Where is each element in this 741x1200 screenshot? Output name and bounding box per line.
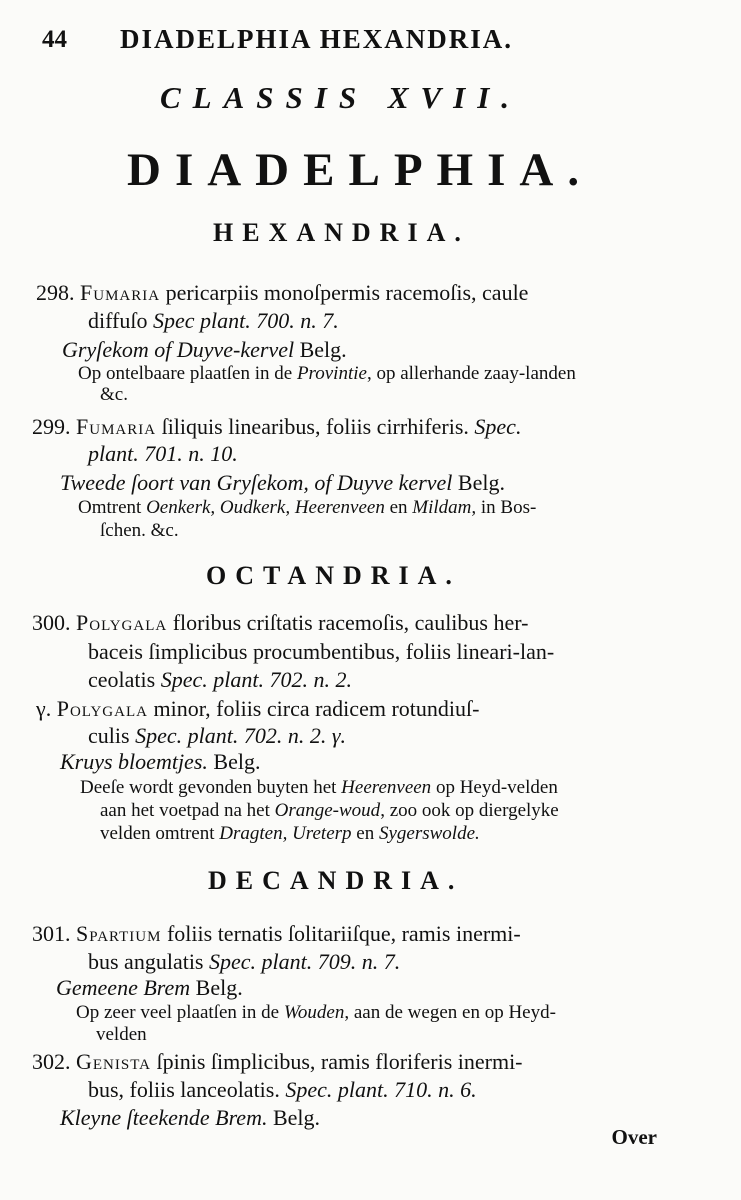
place-name: Sygerswolde. xyxy=(378,823,480,844)
entry-301-vernacular xyxy=(56,974,243,1001)
genus-name: Polygala xyxy=(56,696,148,721)
place-name: Dragten, Ureterp xyxy=(219,823,352,844)
genus-name: Genista xyxy=(76,1049,152,1074)
habitat-text: en xyxy=(389,497,408,518)
entry-301-line-2 xyxy=(88,948,400,975)
entry-300-gamma-line-1 xyxy=(36,695,479,722)
entry-298-habitat-line-1 xyxy=(78,363,576,385)
catchword: Over xyxy=(611,1125,657,1149)
diagnosis-text: pericarpiis monoſpermis racemoſis, caule xyxy=(165,280,529,305)
entry-301-habitat-line-1 xyxy=(76,1002,556,1024)
species-plantarum-reference: Spec. plant. 710. n. 6. xyxy=(285,1077,477,1102)
entry-298-vernacular xyxy=(62,336,347,363)
entry-300-line-3 xyxy=(88,666,352,693)
habitat-text: , op allerhande zaay-landen xyxy=(366,363,576,384)
entry-298-line-1 xyxy=(36,279,528,306)
diagnosis-text: ſpinis ſimplicibus, ramis floriferis inermi- xyxy=(156,1049,523,1074)
diagnosis-text: diffuſo xyxy=(88,308,148,333)
classis-heading: CLASSIS XVII. xyxy=(160,80,522,115)
running-title: DIADELPHIA HEXANDRIA. xyxy=(120,24,514,54)
language-tag: Belg. xyxy=(299,337,347,362)
entry-300-gamma-habitat-line-1 xyxy=(80,777,558,799)
vernacular-name: Kleyne ſteekende Brem. xyxy=(60,1105,268,1130)
genus-name: Fumaria xyxy=(76,414,157,439)
habitat-text: in Bos- xyxy=(480,497,537,518)
order-heading-octandria: OCTANDRIA. xyxy=(206,561,461,590)
entry-298-line-2 xyxy=(88,307,339,334)
entry-number: 301. xyxy=(32,921,71,946)
habitat-text: Op ontelbaare plaatſen in de xyxy=(78,363,293,384)
entry-299-vernacular xyxy=(60,469,505,496)
vernacular-name: Kruys bloemtjes. xyxy=(60,749,208,774)
genus-name: Spartium xyxy=(76,921,162,946)
genus-name: Fumaria xyxy=(80,280,161,305)
habitat-text: Omtrent xyxy=(78,497,142,518)
entry-299-line-1 xyxy=(32,413,521,440)
entry-299-line-2 xyxy=(88,440,238,467)
habitat-text: Op zeer veel plaatſen in de xyxy=(76,1002,280,1023)
vernacular-name: Gryſekom of Duyve-kervel xyxy=(62,337,295,362)
entry-300-gamma-habitat-line-3 xyxy=(100,823,480,845)
species-plantarum-reference: Spec. plant. 702. n. 2. γ. xyxy=(135,723,346,748)
entry-300-gamma-habitat-line-2 xyxy=(100,800,559,822)
habitat-text: Deeſe wordt gevonden buyten het xyxy=(80,777,337,798)
language-tag: Belg. xyxy=(272,1105,321,1130)
entry-302-line-1 xyxy=(32,1048,523,1075)
vernacular-name: Gemeene Brem xyxy=(56,975,191,1000)
language-tag: Belg. xyxy=(213,749,261,774)
habitat-text: aan het voetpad na het xyxy=(100,800,270,821)
variety-marker: γ. xyxy=(36,696,52,721)
entry-301-line-1 xyxy=(32,920,521,947)
diagnosis-text: floribus criſtatis racemoſis, caulibus her- xyxy=(172,610,529,635)
entry-number: 300. xyxy=(32,610,71,635)
language-tag: Belg. xyxy=(457,470,505,495)
entry-301-habitat-line-2: velden xyxy=(96,1024,147,1045)
order-heading-hexandria: HEXANDRIA. xyxy=(213,218,470,247)
entry-299-habitat-line-1 xyxy=(78,497,536,519)
place-name: Oenkerk, Oudkerk, Heerenveen xyxy=(146,497,385,518)
entry-298-habitat-line-2: &c. xyxy=(100,384,128,405)
entry-300-gamma-vernacular xyxy=(60,748,260,775)
diagnosis-text: bus angulatis xyxy=(88,949,204,974)
order-heading-decandria: DECANDRIA. xyxy=(208,866,464,895)
entry-302-vernacular xyxy=(60,1104,320,1131)
species-plantarum-reference: plant. 701. n. 10. xyxy=(88,441,238,466)
place-name: Mildam, xyxy=(412,497,477,518)
habitat-text: velden omtrent xyxy=(100,823,215,844)
entry-300-line-2: baceis ſimplicibus procumbentibus, foliis lineari-lan- xyxy=(88,639,555,664)
diagnosis-text: ſiliquis linearibus, foliis cirrhiferis. xyxy=(161,414,469,439)
place-name: Orange-woud xyxy=(274,800,381,821)
page-number: 44 xyxy=(42,26,67,53)
class-name-heading: DIADELPHIA. xyxy=(127,144,594,196)
habitat-text: , zoo ook op diergelyke xyxy=(380,800,559,821)
habitat-text: , aan de wegen en op Heyd- xyxy=(344,1002,556,1023)
entry-number: 298. xyxy=(36,280,75,305)
species-plantarum-reference: Spec. plant. 702. n. 2. xyxy=(160,667,352,692)
place-name: Heerenveen xyxy=(341,777,432,798)
species-plantarum-reference: Spec plant. 700. n. 7. xyxy=(152,308,339,333)
habitat-text: en xyxy=(356,823,375,844)
species-plantarum-reference: Spec. plant. 709. n. 7. xyxy=(209,949,401,974)
entry-300-gamma-line-2 xyxy=(88,722,346,749)
diagnosis-text: minor, foliis circa radicem rotundiuſ- xyxy=(153,696,480,721)
habitat-text: op Heyd-velden xyxy=(435,777,558,798)
place-name: Provintie xyxy=(296,363,367,384)
place-name: Wouden xyxy=(283,1002,345,1023)
entry-number: 299. xyxy=(32,414,71,439)
diagnosis-text: foliis ternatis ſolitariiſque, ramis inermi- xyxy=(166,921,521,946)
diagnosis-text: culis xyxy=(88,723,130,748)
entry-300-line-1 xyxy=(32,609,528,636)
entry-number: 302. xyxy=(32,1049,71,1074)
genus-name: Polygala xyxy=(76,610,168,635)
entry-302-line-2 xyxy=(88,1076,477,1103)
entry-299-habitat-line-2: ſchen. &c. xyxy=(100,520,179,541)
diagnosis-text: ceolatis xyxy=(88,667,156,692)
species-plantarum-reference: Spec. xyxy=(474,414,522,439)
language-tag: Belg. xyxy=(195,975,243,1000)
diagnosis-text: bus, foliis lanceolatis. xyxy=(88,1077,280,1102)
vernacular-name: Tweede ſoort van Gryſekom, of Duyve kervel xyxy=(60,470,453,495)
